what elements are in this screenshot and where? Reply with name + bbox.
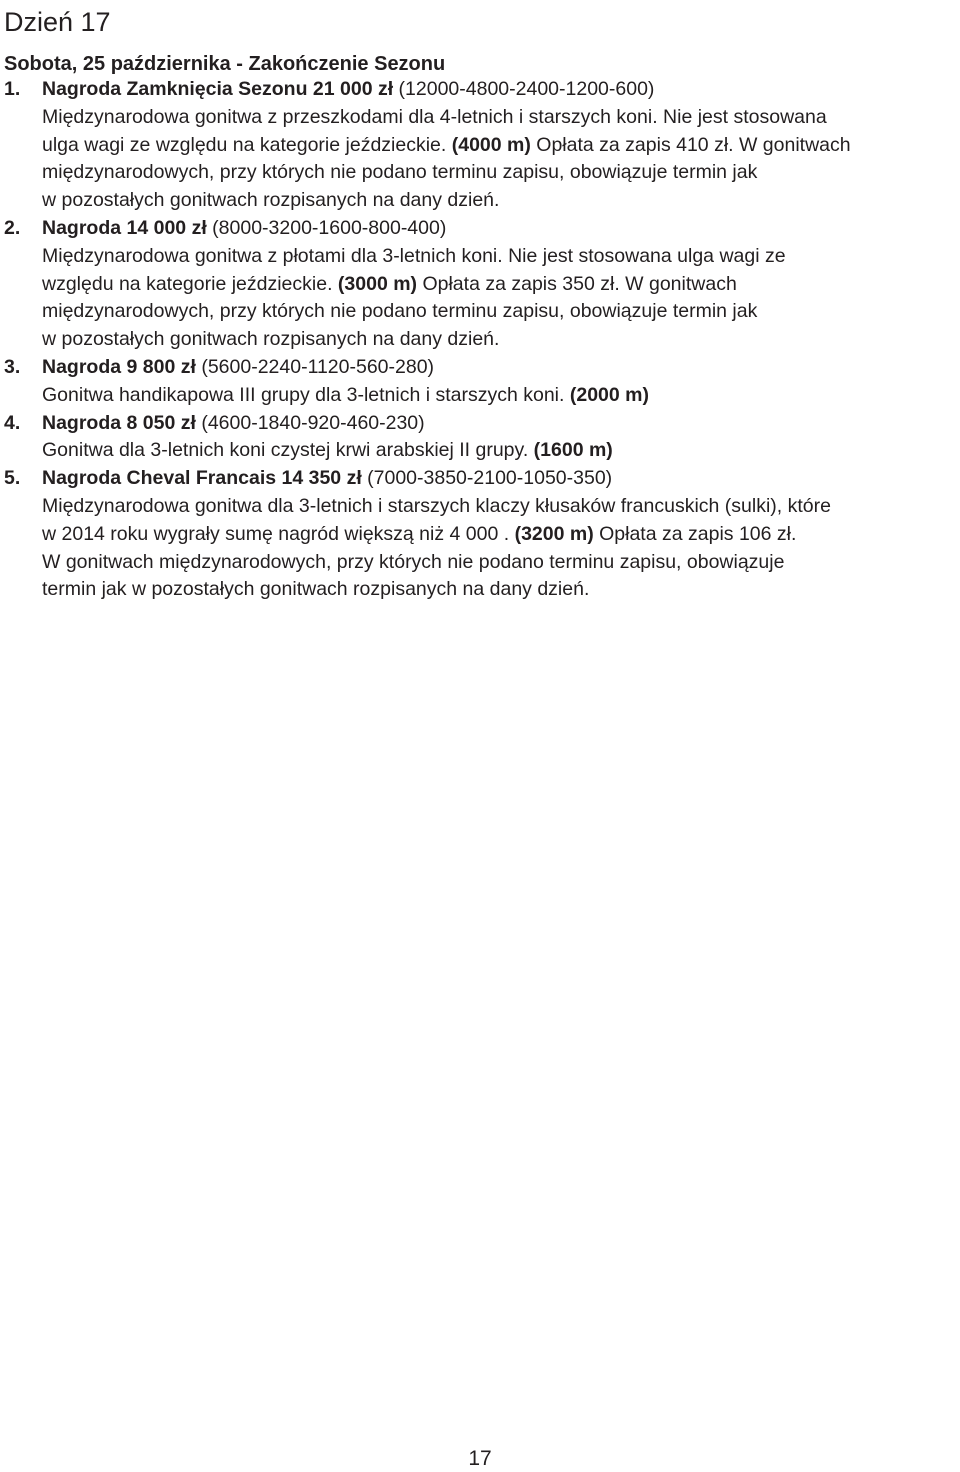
race-text-line bbox=[42, 215, 944, 243]
race-text-line bbox=[42, 549, 944, 577]
race-text-line bbox=[42, 382, 944, 410]
race-text: względu na kategorie jeździeckie. bbox=[42, 272, 338, 295]
race-text-line bbox=[42, 104, 944, 132]
race-text-line bbox=[42, 521, 944, 549]
race-number: 1. bbox=[4, 78, 21, 100]
race-text-bold: Nagroda 8 050 zł bbox=[42, 411, 196, 434]
race-text: międzynarodowych, przy których nie podano terminu zapisu, obowiązuje termin jak bbox=[42, 161, 758, 184]
race-text-bold: Nagroda 14 000 zł bbox=[42, 216, 207, 239]
race-text: Międzynarodowa gonitwa z płotami dla 3-letnich koni. Nie jest stosowana ulga wagi ze bbox=[42, 244, 786, 267]
race-text: (7000-3850-2100-1050-350) bbox=[361, 467, 613, 490]
race-text: (5600-2240-1120-560-280) bbox=[195, 355, 435, 378]
race-text: (4600-1840-920-460-230) bbox=[195, 411, 425, 434]
race-text: Międzynarodowa gonitwa z przeszkodami dla 4-letnich i starszych koni. Nie jest stosowana bbox=[42, 105, 827, 128]
race-text-bold: (1600 m) bbox=[533, 439, 613, 462]
race-text-line bbox=[42, 243, 944, 271]
race-text-line bbox=[42, 132, 944, 160]
race-text-line bbox=[42, 576, 944, 604]
race-text: Gonitwa handikapowa III grupy dla 3-letnich i starszych koni. bbox=[42, 383, 570, 406]
race-text: w pozostałych gonitwach rozpisanych na dany dzień. bbox=[42, 328, 500, 351]
race-text: Gonitwa dla 3-letnich koni czystej krwi arabskiej II grupy. bbox=[42, 439, 534, 462]
race-text-bold: Nagroda 9 800 zł bbox=[42, 355, 196, 378]
race-text-bold: (3000 m) bbox=[337, 272, 418, 295]
race-text-bold: Nagroda Zamknięcia Sezonu 21 000 zł bbox=[42, 78, 394, 100]
race-text: w 2014 roku wygrały sumę nagród większą niż 4 000 . bbox=[42, 522, 515, 545]
race-text-bold: (2000 m) bbox=[569, 383, 649, 406]
date-title: Sobota, 25 października - Zakończenie Sezonu bbox=[4, 53, 446, 75]
race-item bbox=[4, 215, 944, 354]
race-item bbox=[4, 354, 944, 410]
race-text-bold: (3200 m) bbox=[514, 522, 594, 545]
race-text-line bbox=[42, 410, 944, 438]
page-number: 17 bbox=[468, 1447, 492, 1470]
race-text: termin jak w pozostałych gonitwach rozpisanych na dany dzień. bbox=[42, 578, 590, 601]
race-text-line bbox=[42, 465, 944, 493]
race-text: Opłata za zapis 410 zł. W gonitwach bbox=[530, 133, 851, 156]
day-title: Dzień 17 bbox=[4, 7, 111, 37]
race-text-line bbox=[42, 76, 944, 104]
race-text-line bbox=[42, 354, 944, 382]
race-text: w pozostałych gonitwach rozpisanych na dany dzień. bbox=[42, 189, 500, 212]
race-item bbox=[4, 410, 944, 466]
race-number: 4. bbox=[4, 411, 21, 434]
race-text-line bbox=[42, 159, 944, 187]
race-text-line bbox=[42, 437, 944, 465]
race-list bbox=[4, 76, 944, 604]
race-number: 2. bbox=[4, 216, 21, 239]
race-text-line bbox=[42, 271, 944, 299]
race-text: Międzynarodowa gonitwa dla 3-letnich i starszych klaczy kłusaków francuskich (sulki), które bbox=[42, 494, 831, 517]
race-text-bold: (4000 m) bbox=[451, 133, 531, 156]
race-text-line bbox=[42, 326, 944, 354]
race-text-line bbox=[42, 298, 944, 326]
race-text: międzynarodowych, przy których nie podano terminu zapisu, obowiązuje termin jak bbox=[42, 300, 758, 323]
race-number: 3. bbox=[4, 355, 21, 378]
race-item bbox=[4, 76, 944, 215]
race-text-line bbox=[42, 187, 944, 215]
race-text: Opłata za zapis 350 zł. W gonitwach bbox=[417, 272, 737, 295]
race-text: Opłata za zapis 106 zł. bbox=[593, 522, 797, 545]
race-text-line bbox=[42, 493, 944, 521]
race-text: ulga wagi ze względu na kategorie jeździeckie. bbox=[42, 133, 452, 156]
race-text: (12000-4800-2400-1200-600) bbox=[393, 78, 655, 100]
race-number: 5. bbox=[4, 467, 21, 490]
race-text: (8000-3200-1600-800-400) bbox=[206, 216, 447, 239]
race-item bbox=[4, 465, 944, 604]
race-text: W gonitwach międzynarodowych, przy których nie podano terminu zapisu, obowiązuje bbox=[42, 550, 785, 573]
race-text-bold: Nagroda Cheval Francais 14 350 zł bbox=[42, 467, 362, 490]
